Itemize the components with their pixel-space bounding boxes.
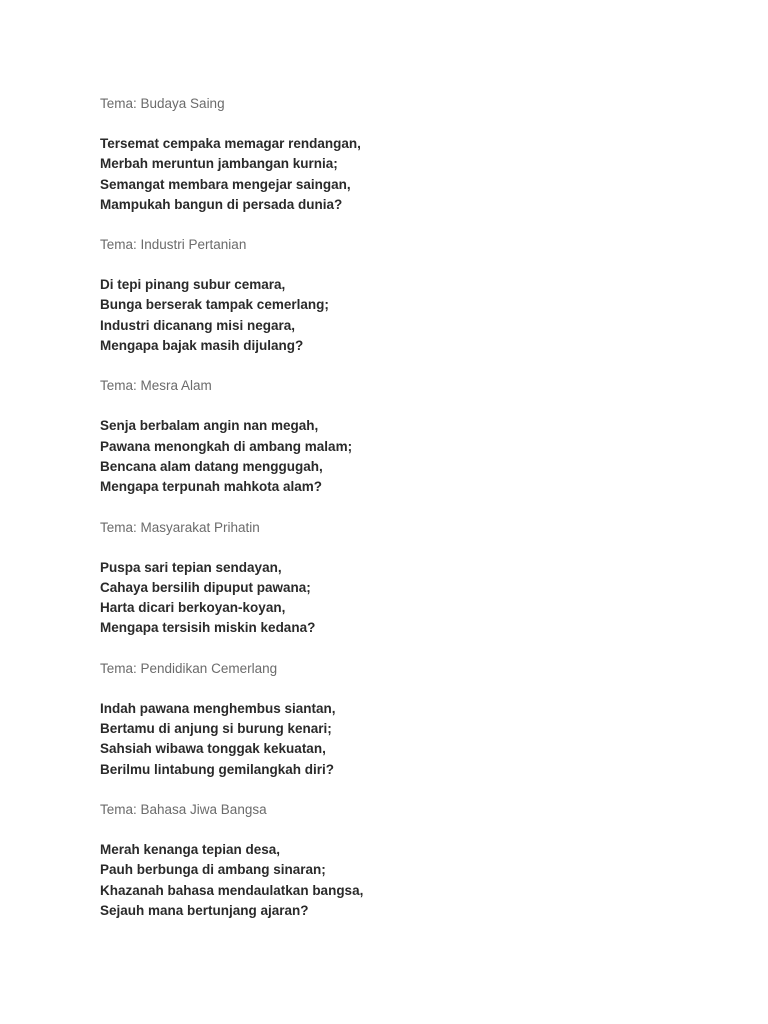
pantun-line: Merbah meruntun jambangan kurnia; — [100, 156, 338, 172]
pantun-stanza — [100, 699, 720, 780]
pantun-line: Puspa sari tepian sendayan, — [100, 559, 282, 575]
pantun-line: Mengapa bajak masih dijulang? — [100, 338, 304, 354]
theme-heading: Tema: Industri Pertanian — [100, 237, 247, 253]
pantun-line: Mengapa tersisih miskin kedana? — [100, 620, 316, 636]
pantun-line: Sahsiah wibawa tonggak kekuatan, — [100, 741, 326, 757]
pantun-line: Sejauh mana bertunjang ajaran? — [100, 902, 309, 918]
pantun-line: Indah pawana menghembus siantan, — [100, 700, 336, 716]
pantun-line: Cahaya bersilih dipuput pawana; — [100, 579, 311, 595]
pantun-section — [100, 518, 720, 639]
pantun-line: Semangat membara mengejar saingan, — [100, 176, 351, 192]
pantun-document — [100, 94, 720, 921]
pantun-section — [100, 800, 720, 921]
theme-heading: Tema: Pendidikan Cemerlang — [100, 660, 278, 676]
pantun-line: Bunga berserak tampak cemerlang; — [100, 297, 329, 313]
pantun-line: Bertamu di anjung si burung kenari; — [100, 721, 332, 737]
pantun-line: Mampukah bangun di persada dunia? — [100, 196, 343, 212]
pantun-line: Pauh berbunga di ambang sinaran; — [100, 862, 326, 878]
pantun-stanza — [100, 558, 720, 639]
pantun-section — [100, 235, 720, 356]
pantun-line: Bencana alam datang menggugah, — [100, 458, 323, 474]
pantun-section — [100, 376, 720, 497]
theme-heading: Tema: Masyarakat Prihatin — [100, 519, 260, 535]
pantun-stanza — [100, 840, 720, 921]
pantun-line: Merah kenanga tepian desa, — [100, 841, 281, 857]
pantun-line: Pawana menongkah di ambang malam; — [100, 438, 353, 454]
pantun-section — [100, 94, 720, 215]
pantun-section — [100, 659, 720, 780]
pantun-line: Industri dicanang misi negara, — [100, 317, 296, 333]
theme-heading: Tema: Mesra Alam — [100, 378, 212, 394]
pantun-line: Senja berbalam angin nan megah, — [100, 418, 319, 434]
pantun-stanza — [100, 134, 720, 215]
pantun-line: Mengapa terpunah mahkota alam? — [100, 479, 323, 495]
pantun-stanza — [100, 416, 720, 497]
pantun-stanza — [100, 275, 720, 356]
pantun-line: Tersemat cempaka memagar rendangan, — [100, 136, 361, 151]
pantun-line: Berilmu lintabung gemilangkah diri? — [100, 761, 335, 777]
pantun-line: Khazanah bahasa mendaulatkan bangsa, — [100, 882, 364, 898]
pantun-line: Di tepi pinang subur cemara, — [100, 277, 286, 293]
theme-heading: Tema: Bahasa Jiwa Bangsa — [100, 801, 267, 817]
theme-heading: Tema: Budaya Saing — [100, 96, 225, 111]
pantun-line: Harta dicari berkoyan-koyan, — [100, 600, 286, 616]
